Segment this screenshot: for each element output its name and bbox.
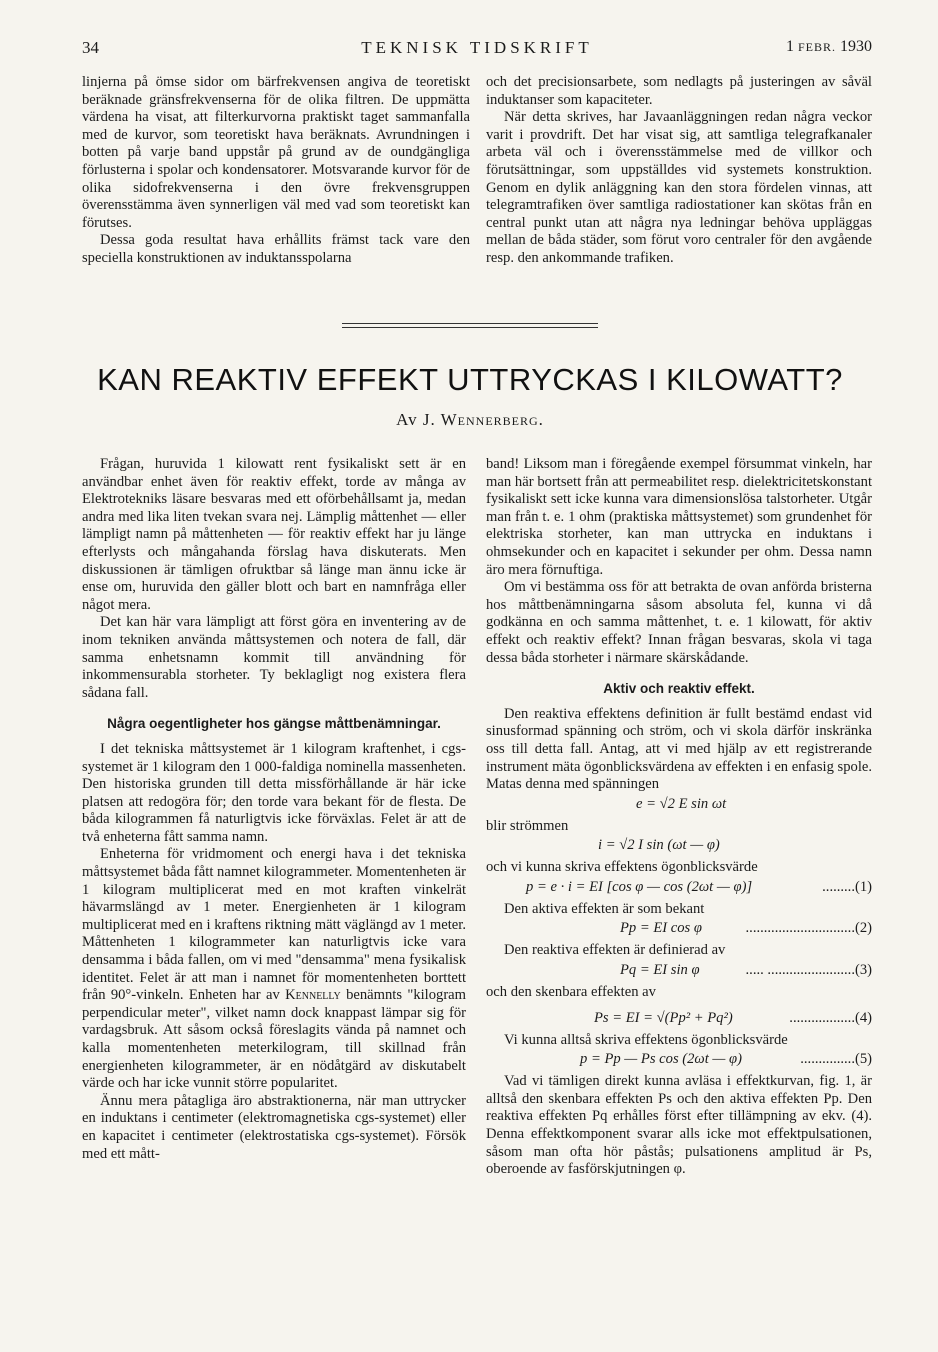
equation-1: p = e · i = EI [cos φ — cos (2ωt — φ)] .........(1) xyxy=(526,878,872,895)
paragraph: Den reaktiva effektens definition är fullt bestämd endast vid sinusformad spänning och ström, och vi skola därför inskränka oss till detta fall. Antag, att vi med hjälp av ett registrerande instrument mäta ögonblicksvärdena av effekten i en enfasig spole. Matas denna med spänningen xyxy=(486,705,872,793)
paragraph-text: Enheterna för vridmoment och energi hava i det tekniska måttsystemet båda fått namnet kilogrammeter. Momentenheten är 1 kilogram multiplicerat med en mot kraften vinkelrät hävarmslängd av 1 meter. Energienheten är 1 kilogram multiplicerat med en i kraftens riktning mätt väglängd av 1 meter. Måttenheten 1 kilogrammeter kan naturligtvis icke vara densamma i båda fallen, om vi med "densamma" mena fysikalisk identitet. Felet är att man i namnet för momentenheten borttett från 90°-vinkeln. Enheten har av xyxy=(82,846,466,1004)
equation-text: Vi kunna alltså skriva effektens ögonblicksvärde xyxy=(504,1031,788,1048)
byline-prefix: Av xyxy=(396,410,418,429)
previous-article-right-column xyxy=(486,74,872,268)
issue-date xyxy=(786,38,872,56)
article-byline xyxy=(60,410,880,430)
issue-day: 1 xyxy=(785,38,794,55)
section-heading: Några oegentligheter hos gängse måttbenämningar. xyxy=(107,716,441,732)
equation-text: blir strömmen xyxy=(486,817,569,834)
section-heading: Aktiv och reaktiv effekt. xyxy=(603,681,755,697)
author-name: Kennelly xyxy=(285,987,341,1004)
paragraph: I det tekniska måttsystemet är 1 kilogram kraftenhet, i cgs-systemet är 1 kilogram den 1 000-faldiga nominella massenheten. Den historiska grunden till detta missförhållande är här icke platsen att redogöra för; den torde vara bekant för de flesta. De båda kilogrammen få naturligtvis icke förväxlas. Felet är att de två enheterna fått samma namn. xyxy=(82,740,466,845)
paragraph xyxy=(82,846,466,1092)
equation-text: och den skenbara effekten av xyxy=(486,984,656,1001)
journal-title: TEKNISK TIDSKRIFT xyxy=(361,38,593,57)
paragraph: Dessa goda resultat hava erhållits främst tack vare den speciella konstruktionen av induktansspolarna xyxy=(82,232,470,266)
paragraph: linjerna på ömse sidor om bärfrekvensen angiva de teoretiskt beräknade gränsfrekvenserna för de olika filtren. De uppmätta värdena ha visat, att filterkurvorna praktiskt taget sammanfalla med de kurvor, som teoretiskt hava beräknats. Avrundningen i botten på varje band uppstår på grund av de oundgängliga förlusterna i spolar och kondensatorer. Motsvarande kurvor för de olika sidofrekvenserna i den övre frekvensgruppen överensstämma även synnerligen väl med vad som teoretiskt kan förutses. xyxy=(82,74,470,231)
equation-voltage: e = √2 E sin ωt xyxy=(636,795,727,812)
paragraph: Det kan här vara lämpligt att först göra en inventering av de inom tekniken använda måttsystemen och notera de fall, där samma enhetsnamn kommit till användning för inkommensurabla storheter. Ty beklagligt nog existera flera sådana fall. xyxy=(82,614,466,701)
paragraph: Frågan, huruvida 1 kilowatt rent fysikaliskt sett är en användbar enhet även för reaktiv effekt, torde av många av Elektrotekniks läsare besvaras med ett oförbehållsamt ja, medan andra med lika liten tvekan svara nej. Lämplig måttenhet — eller lämpligt namn på måttenheten — för reaktiv effekt har ju länge efterlysts och mångahanda förslag hava diskuterats. Men diskussionen är tämligen ofruktbar så länge man ännu icke är ense om, huruvida den gäller blott och bart en namnfråga eller något mera. xyxy=(82,456,466,613)
paragraph: När detta skrives, har Javaanläggningen redan några veckor varit i provdrift. Det har visat sig, att samtliga telegrafkanaler arbeta väl och i överensstämmelse med de villkor och förutsättningar, som uppställdes vid systemets konstruktion. Genom en dylik anläggning kan den stora fördelen vinnas, att telegramtrafiken över samtliga radiostationer kan skötas från en central punkt utan att några nya ledningar behöva uppläggas mellan de båda städer, som förut voro centraler för den avgående resp. den ankommande trafiken. xyxy=(486,109,872,266)
paragraph: band! Liksom man i föregående exempel försummat vinkeln, har man här bortsett från att permeabilitet resp. dielektricitetskonstant fysikaliskt sett icke kunna vara dimensionslösa talstorheter. Utgår man från t. e. 1 ohm (praktiska måttsystemet) som grundenhet för elektriska storheter, kan man uttrycka en induktans i ohmsekunder och en kapacitet i sekunder per ohm. Dessa namn äro mera förnuftiga. xyxy=(486,456,872,578)
paragraph: Ännu mera påtagliga äro abstraktionerna, när man uttrycker en induktans i centimeter (elektromagnetiska cgs-systemet) eller en kapacitet i centimeter (elektrostatiska cgs-systemet). Försök med ett mått- xyxy=(82,1092,466,1162)
article-title: KAN REAKTIV EFFEKT UTTRYCKAS I KILOWATT? xyxy=(97,362,843,397)
issue-year: 1930 xyxy=(840,38,872,55)
equation-text: Den aktiva effekten är som bekant xyxy=(504,900,705,917)
paragraph-text: benämnts "kilogram perpendicular meter", vilket namn dock knappast lämpar sig för vardagsbruk. Att såsom också föreslagits vända på namnet och kalla momentenheten meterkilogram, till skillnad från energienheten kilogrammeter, är en nödåtgärd av diskutabelt värde och har icke vunnit större popularitet. xyxy=(82,987,467,1092)
equation-5: p = Pp — Ps cos (2ωt — φ) ...............(5) xyxy=(580,1051,872,1068)
equation-text: och vi kunna skriva effektens ögonblicksvärde xyxy=(486,859,758,876)
equation-2: Pp = EI cos φ ..............................(2) xyxy=(620,920,872,937)
article-left-column xyxy=(82,456,466,1163)
section-divider-bottom xyxy=(342,327,598,328)
section-divider-top xyxy=(342,323,598,324)
issue-month: FEBR. xyxy=(797,40,836,54)
equation-4: Ps = EI = √(Pp² + Pq²) ..................(4) xyxy=(594,1009,872,1026)
article-right-column xyxy=(486,456,872,1179)
equation-current: i = √2 I sin (ωt — φ) xyxy=(598,837,720,854)
byline-author: J. Wennerberg. xyxy=(422,410,544,429)
page-header xyxy=(82,38,872,62)
equation-3: Pq = EI sin φ ..... ........................(3) xyxy=(620,962,872,979)
paragraph: Om vi bestämma oss för att betrakta de ovan anförda bristerna hos måttbenämningarna såsom absoluta fel, kunna vi då godkänna en och samma måttenhet, t. e. 1 kilowatt, för aktiv effekt och reaktiv effekt? Innan frågan besvaras, skola vi taga dessa båda storheter i närmare skärskådande. xyxy=(486,579,872,666)
paragraph: och det precisionsarbete, som nedlagts på justeringen av såväl induktanser som kapaciteter. xyxy=(486,74,872,108)
paragraph: Vad vi tämligen direkt kunna avläsa i effektkurvan, fig. 1, är alltså den skenbara effekten Ps och den aktiva effekten Pp. Den reaktiva effekten Pq erhålles först efter tillämpning av ekv. (4). Denna effektkomponent svarar alls icke mot effektpulsationen, såsom man ofta hör påstås; pulsationens amplitud är Ps, oberoende av fasförskjutningen φ. xyxy=(486,1073,872,1178)
page-number: 34 xyxy=(82,38,99,57)
equation-text: Den reaktiva effekten är definierad av xyxy=(504,942,726,959)
previous-article-left-column xyxy=(82,74,470,268)
